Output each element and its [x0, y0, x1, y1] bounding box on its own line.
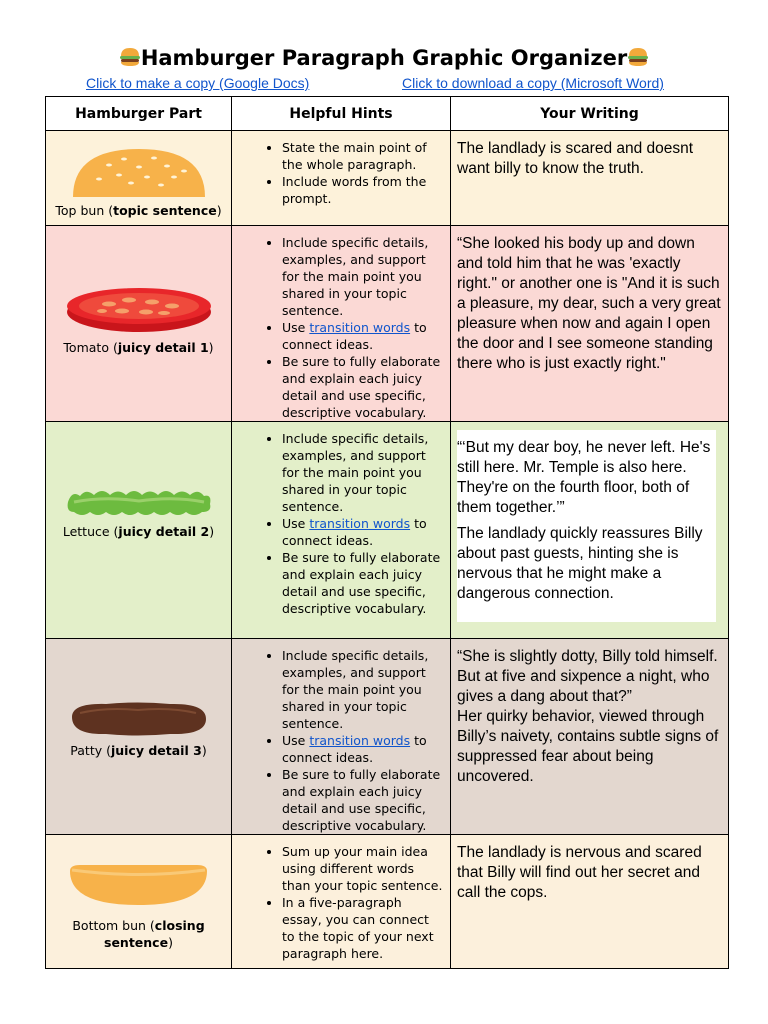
hints-cell	[232, 131, 451, 226]
transition-words-link[interactable]: transition words	[309, 516, 411, 531]
part-label: Tomato (juicy detail 1)	[63, 340, 214, 355]
lettuce-cell	[46, 422, 232, 639]
hint-item: • Be sure to fully elaborate and explain each juicy detail and use specific, descriptive vocabulary.	[282, 766, 444, 834]
writing-text: “She is slightly dotty, Billy told himself. But at five and sixpence a night, who gives a dang about that?”	[457, 648, 718, 705]
writing-cell[interactable]	[451, 422, 729, 639]
part-label: Bottom bun (closing sentence)	[72, 918, 205, 950]
header-your-writing: Your Writing	[451, 97, 729, 131]
hamburger-organizer-table	[45, 96, 729, 969]
hint-item: • Be sure to fully elaborate and explain each juicy detail and use specific, descriptive vocabulary.	[282, 549, 444, 617]
lettuce-icon	[64, 482, 214, 522]
part-label: Lettuce (juicy detail 2)	[62, 524, 215, 539]
writing-text: The landlady quickly reassures Billy about past guests, hinting she is nervous that he might make a dangerous connection.	[457, 525, 703, 602]
writing-text: “‘But my dear boy, he never left. He's still here. Mr. Temple is also here. They're on the fourth floor, both of them together.’”	[457, 439, 711, 516]
header-row	[46, 97, 729, 131]
hints-cell	[232, 835, 451, 969]
word-download-link[interactable]: Click to download a copy (Microsoft Word)	[402, 75, 664, 91]
hint-item: • In a five-paragraph essay, you can connect to the topic of your next paragraph here.	[282, 894, 444, 962]
hints-cell	[232, 422, 451, 639]
hint-item: • Use transition words to connect ideas.	[282, 732, 444, 766]
hint-item: • Include specific details, examples, and support for the main point you shared in your topic sentence.	[282, 234, 444, 319]
transition-words-link[interactable]: transition words	[309, 733, 411, 748]
hint-item: • Include words from the prompt.	[282, 173, 444, 207]
tomato-cell	[46, 226, 232, 422]
writing-text: The landlady is scared and doesnt want billy to know the truth.	[457, 140, 694, 177]
writing-text: “She looked his body up and down and told him that he was 'exactly right." or another one is "And it is such a pleasure, my dear, such a very great pleasure when now and again I open the door and I see someone standing there who is just exactly right."	[457, 235, 721, 372]
page-title-text: Hamburger Paragraph Graphic Organizer	[140, 46, 628, 70]
writing-text: The landlady is nervous and scared that Billy will find out her secret and call the cops.	[457, 844, 702, 901]
hint-item: • Use transition words to connect ideas.	[282, 515, 444, 549]
tomato-icon	[64, 278, 214, 338]
hint-item: • Sum up your main idea using different words than your topic sentence.	[282, 843, 444, 894]
table-row	[46, 131, 729, 226]
hint-item: • Include specific details, examples, and support for the main point you shared in your topic sentence.	[282, 647, 444, 732]
writing-cell[interactable]	[451, 639, 729, 835]
copy-links	[0, 75, 768, 95]
table-row	[46, 226, 729, 422]
hamburger-emoji-icon	[119, 47, 141, 67]
header-hamburger-part: Hamburger Part	[46, 97, 232, 131]
writing-text: Her quirky behavior, viewed through Billy’s naivety, contains subtle signs of suppressed fear about being uncovered.	[457, 708, 719, 785]
top-bun-icon	[69, 141, 209, 201]
table-row	[46, 639, 729, 835]
hints-cell	[232, 226, 451, 422]
patty-icon	[66, 699, 211, 739]
header-helpful-hints: Helpful Hints	[232, 97, 451, 131]
hint-item: • State the main point of the whole paragraph.	[282, 139, 444, 173]
table-row	[46, 422, 729, 639]
writing-cell[interactable]	[451, 226, 729, 422]
hint-item: • Use transition words to connect ideas.	[282, 319, 444, 353]
patty-cell	[46, 639, 232, 835]
part-label: Top bun (topic sentence)	[55, 203, 222, 218]
table-row	[46, 835, 729, 969]
hamburger-emoji-icon	[627, 47, 649, 67]
writing-text-box	[457, 430, 716, 622]
hints-cell	[232, 639, 451, 835]
bottom-bun-cell	[46, 835, 232, 969]
bottom-bun-icon	[66, 861, 211, 911]
writing-cell[interactable]	[451, 835, 729, 969]
google-docs-copy-link[interactable]: Click to make a copy (Google Docs)	[86, 75, 310, 91]
top-bun-cell	[46, 131, 232, 226]
page-title	[0, 44, 768, 72]
transition-words-link[interactable]: transition words	[309, 320, 411, 335]
hint-item: • Be sure to fully elaborate and explain each juicy detail and use specific, descriptive vocabulary.	[282, 353, 444, 421]
part-label: Patty (juicy detail 3)	[70, 743, 207, 758]
hint-item: • Include specific details, examples, and support for the main point you shared in your topic sentence.	[282, 430, 444, 515]
writing-cell[interactable]	[451, 131, 729, 226]
